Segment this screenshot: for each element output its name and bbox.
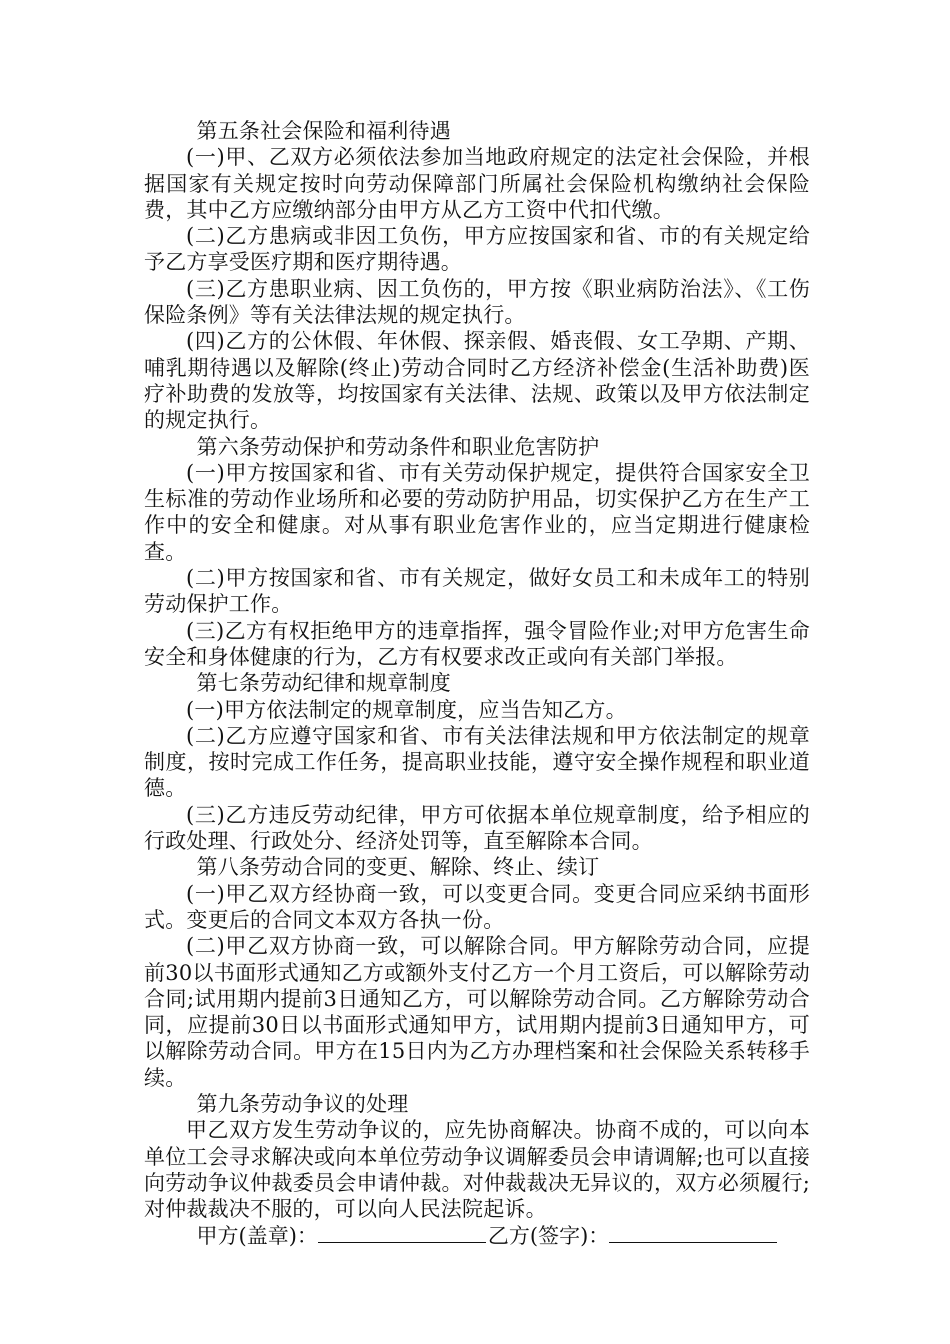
clause-paragraph: 甲乙双方发生劳动争议的，应先协商解决。协商不成的，可以向本单位工会寻求解决或向本单位劳动争议调解委员会申请调解;也可以直接向劳动争议仲裁委员会申请仲裁。对仲裁裁决无异议的，双方必须履行;对仲裁裁决不服的，可以向人民法院起诉。 <box>144 1118 810 1222</box>
clause-paragraph: (三)乙方有权拒绝甲方的违章指挥，强令冒险作业;对甲方危害生命安全和身体健康的行为，乙方有权要求改正或向有关部门举报。 <box>144 618 810 669</box>
article-heading: 第七条劳动纪律和规章制度 <box>196 671 451 696</box>
clause-paragraph: (二)乙方应遵守国家和省、市有关法律法规和甲方依法制定的规章制度，按时完成工作任务，提高职业技能，遵守安全操作规程和职业道德。 <box>144 723 810 801</box>
clause-paragraph: (三)乙方患职业病、因工负伤的，甲方按《职业病防治法》、《工伤保险条例》等有关法律法规的规定执行。 <box>144 276 810 328</box>
clause-paragraph: (一)甲乙双方经协商一致，可以变更合同。变更合同应采纳书面形式。变更后的合同文本双方各执一份。 <box>144 881 810 932</box>
contract-body <box>144 118 810 1222</box>
party-a-label: 甲方(盖章)： <box>196 1224 318 1249</box>
clause-paragraph: (四)乙方的公休假、年休假、探亲假、婚丧假、女工孕期、产期、哺乳期待遇以及解除(终止)劳动合同时乙方经济补偿金(生活补助费)医疗补助费的发放等，均按国家有关法律、法规、政策以及甲方依法制定的规定执行。 <box>144 329 810 433</box>
signature-line <box>144 1222 810 1250</box>
clause-paragraph: (三)乙方违反劳动纪律，甲方可依据本单位规章制度，给予相应的行政处理、行政处分、经济处罚等，直至解除本合同。 <box>144 802 810 854</box>
article-heading: 第八条劳动合同的变更、解除、终止、续订 <box>196 855 600 880</box>
clause-paragraph: (一)甲、乙双方必须依法参加当地政府规定的法定社会保险，并根据国家有关规定按时向劳动保障部门所属社会保险机构缴纳社会保险费，其中乙方应缴纳部分由甲方从乙方工资中代扣代缴。 <box>144 145 810 222</box>
clause-paragraph: (二)甲方按国家和省、市有关规定，做好女员工和未成年工的特别劳动保护工作。 <box>144 566 810 617</box>
article-heading: 第九条劳动争议的处理 <box>196 1091 409 1116</box>
clause-paragraph: (一)甲方依法制定的规章制度，应当告知乙方。 <box>186 697 627 722</box>
party-a-signature-blank <box>318 1222 486 1243</box>
clause-paragraph: (二)乙方患病或非因工负伤，甲方应按国家和省、市的有关规定给予乙方享受医疗期和医疗期待遇。 <box>144 224 810 275</box>
party-b-signature-blank <box>609 1222 777 1243</box>
party-b-label: 乙方(签字)： <box>487 1224 610 1249</box>
clause-paragraph: (一)甲方按国家和省、市有关劳动保护规定，提供符合国家安全卫生标准的劳动作业场所和必要的劳动防护用品，切实保护乙方在生产工作中的安全和健康。对从事有职业危害作业的，应当定期进行健康检查。 <box>144 460 810 564</box>
contract-page <box>144 118 810 1250</box>
article-heading: 第六条劳动保护和劳动条件和职业危害防护 <box>196 434 600 459</box>
article-heading: 第五条社会保险和福利待遇 <box>196 119 451 143</box>
clause-paragraph: (二)甲乙双方协商一致，可以解除合同。甲方解除劳动合同，应提前30以书面形式通知乙方或额外支付乙方一个月工资后，可以解除劳动合同;试用期内提前3日通知乙方，可以解除劳动合同。乙方解除劳动合同，应提前30日以书面形式通知甲方，试用期内提前3日通知甲方，可以解除劳动合同。甲方在15日内为乙方办理档案和社会保险关系转移手续。 <box>144 934 810 1090</box>
